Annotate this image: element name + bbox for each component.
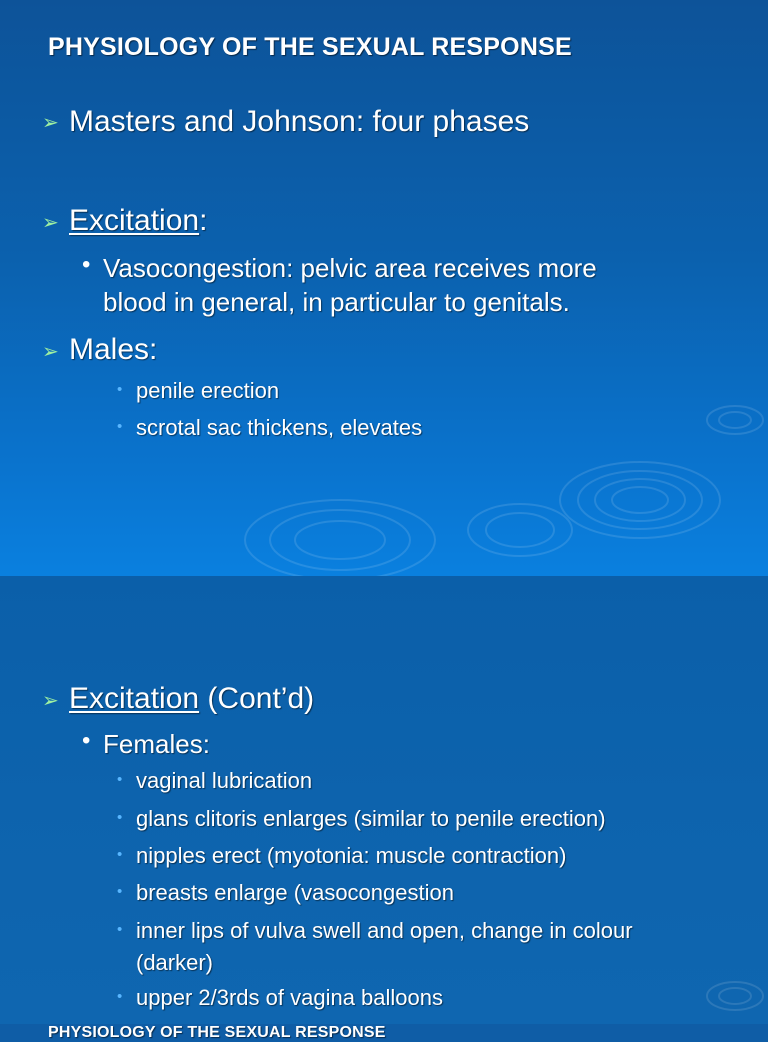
slide-2 — [0, 576, 768, 1024]
ripple-background — [0, 576, 768, 1024]
slide-title: PHYSIOLOGY OF THE SEXUAL RESPONSE — [48, 33, 572, 61]
bullet-text — [69, 682, 314, 716]
bullet-text: vaginal lubrication — [136, 768, 313, 793]
bullet-text: scrotal sac thickens, elevates — [136, 415, 423, 440]
bullet-text: upper 2/3rds of vagina balloons — [136, 985, 443, 1010]
bullet-text: Masters and Johnson: four phases — [69, 105, 530, 138]
small-dot-bullet-icon: • — [117, 771, 123, 788]
arrow-bullet-icon: ➢ — [42, 690, 59, 712]
small-dot-bullet-icon: • — [117, 988, 123, 1005]
underlined-term: Excitation — [69, 204, 200, 237]
arrow-bullet-icon: ➢ — [42, 112, 59, 134]
bullet-text-continued: blood in general, in particular to genitals. — [103, 287, 570, 317]
small-dot-bullet-icon: • — [117, 883, 123, 900]
dot-bullet-icon: • — [82, 727, 91, 754]
small-dot-bullet-icon: • — [117, 418, 123, 435]
bullet-text: Vasocongestion: pelvic area receives more — [103, 253, 597, 283]
small-dot-bullet-icon: • — [117, 381, 123, 398]
arrow-bullet-icon: ➢ — [42, 212, 59, 234]
bullet-text-rest: (Cont’d) — [199, 682, 315, 715]
small-dot-bullet-icon: • — [117, 809, 123, 826]
bullet-text: nipples erect (myotonia: muscle contraction) — [136, 843, 567, 868]
bullet-text: Females: — [103, 729, 210, 759]
bullet-text: inner lips of vulva swell and open, change in colour — [136, 918, 633, 943]
bullet-text: penile erection — [136, 378, 280, 403]
underlined-term: Excitation — [69, 682, 200, 715]
bullet-text-continued: (darker) — [136, 950, 214, 975]
bullet-text: breasts enlarge (vasocongestion — [136, 880, 454, 905]
small-dot-bullet-icon: • — [117, 846, 123, 863]
bullet-text: Males: — [69, 333, 158, 366]
bullet-text: glans clitoris enlarges (similar to penile erection) — [136, 806, 606, 831]
small-dot-bullet-icon: • — [117, 921, 123, 938]
dot-bullet-icon: • — [82, 251, 91, 278]
bullet-text-rest: : — [199, 204, 208, 237]
arrow-bullet-icon: ➢ — [42, 341, 59, 363]
slide-title: PHYSIOLOGY OF THE SEXUAL RESPONSE — [48, 1024, 386, 1041]
bullet-text — [69, 204, 207, 238]
